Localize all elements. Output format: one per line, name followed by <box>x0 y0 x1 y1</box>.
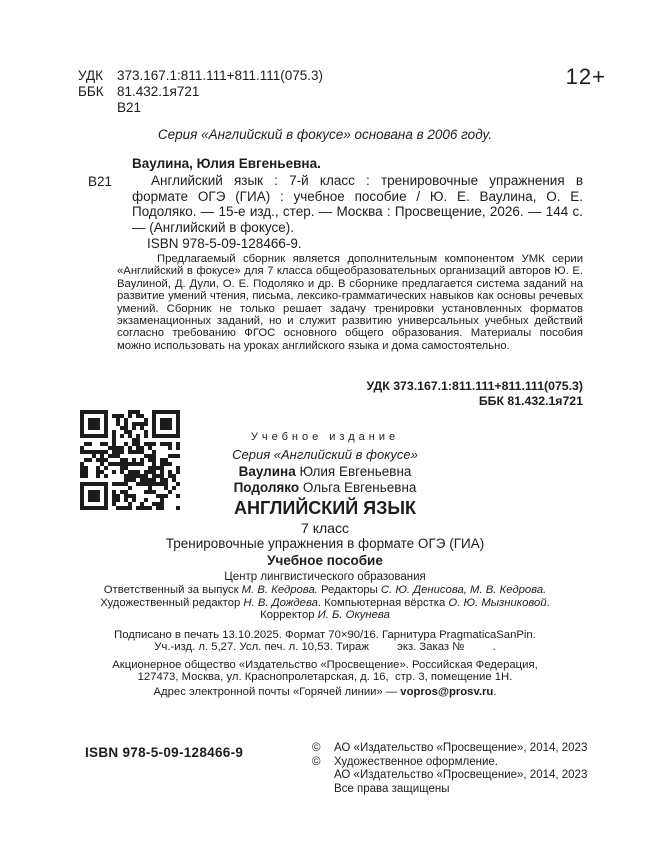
udk-row <box>78 68 323 84</box>
udk-footer-line: УДК 373.167.1:811.111+811.111(075.3) <box>366 379 583 393</box>
grade-line: 7 класс <box>301 520 349 536</box>
copyright-2-line-2: АО «Издательство «Просвещение», 2014, 2023 <box>334 769 588 781</box>
series-founding-note: Серия «Английский в фокусе» основана в 2006 году. <box>157 127 493 142</box>
imprint-author-1 <box>10 464 640 480</box>
publisher-line-2: 127473, Москва, ул. Краснопролетарская, д. 16, стр. 3, помещение 1Н. <box>137 671 513 683</box>
print-info-line-2: Уч.-изд. л. 5,27. Усл. печ. л. 10,53. Тираж экз. Заказ № . <box>154 641 496 653</box>
isbn-bottom: ISBN 978-5-09-128466-9 <box>85 745 244 760</box>
author-2-name: Ольга Евгеньевна <box>299 480 417 495</box>
classification-block <box>78 68 323 116</box>
catalog-card <box>132 156 583 251</box>
udk-value: 373.167.1:811.111+811.111(075.3) <box>117 68 324 83</box>
udk-label: УДК <box>78 68 103 83</box>
staff-line-3: Корректор И. Б. Окунева <box>260 609 390 621</box>
author-2-surname: Подоляко <box>233 480 300 495</box>
catalog-author-header: Ваулина, Юлия Евгеньевна. <box>132 156 321 171</box>
author-1-surname: Ваулина <box>238 464 296 479</box>
imprint-series-line: Серия «Английский в фокусе» <box>232 447 418 462</box>
department-line: Центр лингвистического образования <box>224 571 426 583</box>
staff-line-2: Художественный редактор Н. В. Дождева. Компьютерная вёрстка О. Ю. Мызниковой. <box>100 596 550 609</box>
author-1-name: Юлия Евгеньевна <box>295 464 412 479</box>
edition-type-line: Учебное издание <box>250 431 400 443</box>
book-title: АНГЛИЙСКИЙ ЯЗЫК <box>234 498 416 518</box>
copyright-symbol-2: © <box>312 755 321 768</box>
publisher-line-1: Акционерное общество «Издательство «Просвещение». Российская Федерация, <box>112 658 538 671</box>
copyright-symbol-1: © <box>312 742 321 754</box>
author-sign: В21 <box>117 100 142 115</box>
imprint-author-2 <box>10 480 640 496</box>
catalog-isbn-line: ISBN 978-5-09-128466-9. <box>147 236 302 252</box>
edition-kind-line: Учебное пособие <box>267 553 383 568</box>
book-subtitle: Тренировочные упражнения в формате ОГЭ (ГИА) <box>165 536 485 551</box>
copyright-entry-1 <box>312 742 587 756</box>
hotline-email-line: Адрес электронной почты «Горячей линии» — vopros@prosv.ru. <box>153 685 497 698</box>
author-sign-row <box>78 100 323 116</box>
bbk-row <box>78 84 323 100</box>
staff-line-1: Ответственный за выпуск М. В. Кедрова. Редакторы С. Ю. Денисова, М. В. Кедрова. <box>103 584 547 596</box>
bbk-footer-line: ББК 81.432.1я721 <box>478 393 583 408</box>
copyright-2-line-1: Художественное оформление. <box>334 755 498 768</box>
copyright-entry-2 <box>312 756 587 797</box>
copyright-2-line-3: Все права защищены <box>334 782 450 795</box>
annotation-text: Предлагаемый сборник является дополнительным компонентом УМК серии «Английский в фокусе» для 7 класса общеобразовательных организаций авторов Ю. Е. Ваулиной, Д. Дули, О. Е. Подоляко и др. В сборнике предлагается система заданий на развитие умений чтения, письма, лексико-грамматических навыков как основы речевых умений. Сборник не только решает задачу тренировки установленных форматов экзаменационных заданий, но и служит развитию универсальных учебных действий согласно требованию ФГОС основного общего образования. Материалы пособия можно использовать на уроках английского языка и дома самостоятельно. <box>117 253 583 352</box>
bbk-label: ББК <box>78 84 104 99</box>
age-rating-badge: 12+ <box>565 64 606 89</box>
bbk-value: 81.432.1я721 <box>117 84 200 99</box>
catalog-entry-sign: В21 <box>88 174 113 189</box>
print-info-line-1: Подписано в печать 13.10.2025. Формат 70×90/16. Гарнитура PragmaticaSanPin. <box>114 628 536 641</box>
udk-bbk-footer <box>367 379 583 408</box>
imprint-block <box>10 430 640 698</box>
copyright-block <box>312 742 587 796</box>
copyright-1-line-1: АО «Издательство «Просвещение», 2014, 2023 <box>334 742 588 754</box>
catalog-entry-text: Английский язык : 7-й класс : тренировочные упражнения в формате ОГЭ (ГИА) : учебное пособие / Ю. Е. Ваулина, О. Е. Подоляко. — 15-е изд., стер. — Москва : Просвещение, 2026. — 144 с. — (Английский в фокусе). <box>132 173 583 235</box>
